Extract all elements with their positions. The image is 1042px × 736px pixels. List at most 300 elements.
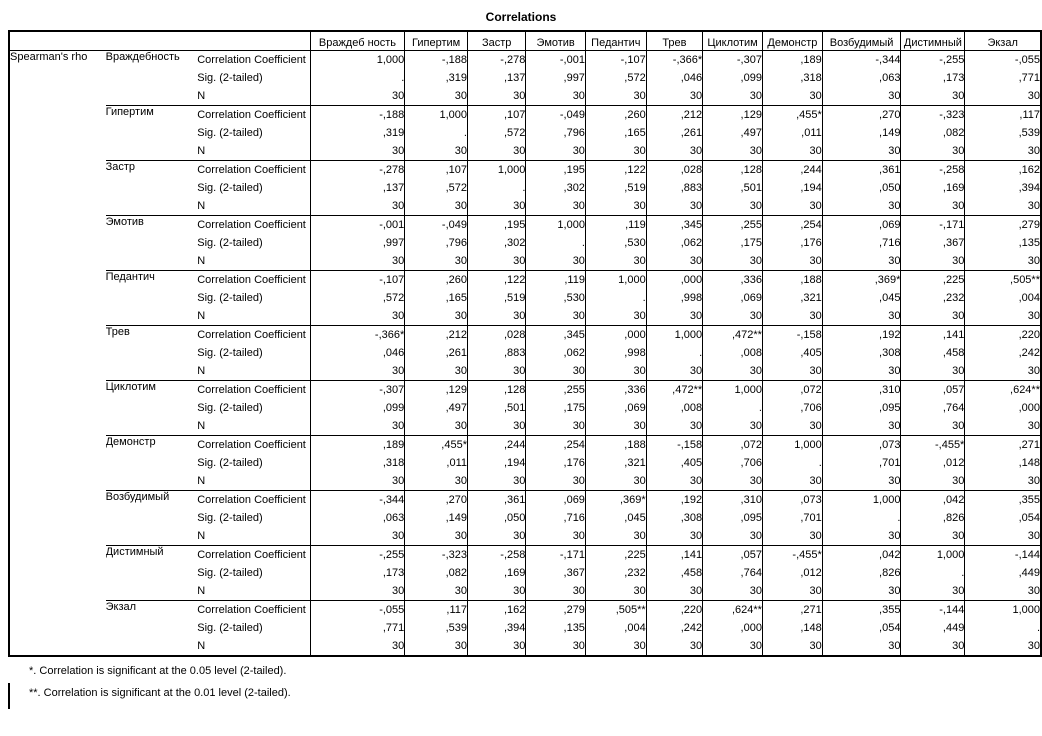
corr-cell: ,355 bbox=[965, 491, 1041, 510]
n-cell: 30 bbox=[703, 252, 763, 271]
corr-cell: ,119 bbox=[526, 271, 586, 290]
sig-cell: ,095 bbox=[822, 399, 901, 417]
n-cell: 30 bbox=[822, 637, 901, 656]
corr-cell: ,192 bbox=[822, 326, 901, 345]
corr-cell: -,366* bbox=[646, 51, 702, 70]
sig-cell: ,458 bbox=[646, 564, 702, 582]
stat-label: Correlation Coefficient bbox=[197, 601, 310, 620]
corr-cell: -,344 bbox=[822, 51, 901, 70]
n-cell: 30 bbox=[762, 417, 822, 436]
sig-cell: . bbox=[467, 179, 525, 197]
n-cell: 30 bbox=[585, 637, 646, 656]
n-cell: 30 bbox=[646, 582, 702, 601]
var-label-3: Эмотив bbox=[106, 216, 198, 271]
corr-cell: ,270 bbox=[822, 106, 901, 125]
sig-cell: ,997 bbox=[526, 69, 586, 87]
sig-cell: ,173 bbox=[901, 69, 965, 87]
correlations-table[interactable] bbox=[8, 30, 1042, 657]
n-cell: 30 bbox=[585, 582, 646, 601]
corr-cell: ,129 bbox=[405, 381, 468, 400]
corr-cell: -,307 bbox=[703, 51, 763, 70]
footnote-001-row bbox=[29, 685, 1042, 707]
n-cell: 30 bbox=[310, 197, 405, 216]
sig-cell: . bbox=[585, 289, 646, 307]
sig-cell: ,046 bbox=[646, 69, 702, 87]
corr-cell: ,624** bbox=[703, 601, 763, 620]
n-cell: 30 bbox=[965, 252, 1041, 271]
corr-cell: ,472** bbox=[703, 326, 763, 345]
sig-cell: . bbox=[965, 619, 1041, 637]
corr-cell: -,055 bbox=[965, 51, 1041, 70]
sig-cell: ,519 bbox=[585, 179, 646, 197]
sig-cell: ,394 bbox=[965, 179, 1041, 197]
n-cell: 30 bbox=[965, 417, 1041, 436]
col-header-8: Возбудимый bbox=[822, 31, 901, 51]
var-label-8: Возбудимый bbox=[106, 491, 198, 546]
sig-cell: ,319 bbox=[405, 69, 468, 87]
stat-label: N bbox=[197, 89, 206, 102]
corr-cell: ,225 bbox=[585, 546, 646, 565]
sig-cell: ,176 bbox=[762, 234, 822, 252]
sig-cell: ,063 bbox=[310, 509, 405, 527]
n-cell: 30 bbox=[901, 362, 965, 381]
n-cell: 30 bbox=[822, 582, 901, 601]
corr-cell: ,244 bbox=[467, 436, 525, 455]
corr-cell: ,455* bbox=[405, 436, 468, 455]
n-cell: 30 bbox=[965, 307, 1041, 326]
n-cell: 30 bbox=[467, 87, 525, 106]
corr-cell: ,254 bbox=[526, 436, 586, 455]
sig-cell: ,261 bbox=[646, 124, 702, 142]
corr-cell: 1,000 bbox=[901, 546, 965, 565]
table-row bbox=[9, 491, 1041, 510]
corr-cell: ,260 bbox=[405, 271, 468, 290]
sig-cell: ,998 bbox=[646, 289, 702, 307]
var-label-6: Циклотим bbox=[106, 381, 198, 436]
n-cell: 30 bbox=[310, 252, 405, 271]
n-cell: 30 bbox=[585, 362, 646, 381]
corr-cell: ,042 bbox=[901, 491, 965, 510]
corr-cell: ,345 bbox=[526, 326, 586, 345]
stat-label: N bbox=[197, 199, 206, 212]
corr-cell: ,310 bbox=[822, 381, 901, 400]
corr-cell: -,188 bbox=[405, 51, 468, 70]
n-cell: 30 bbox=[646, 472, 702, 491]
corr-cell: -,158 bbox=[646, 436, 702, 455]
n-cell: 30 bbox=[762, 527, 822, 546]
sig-cell: ,998 bbox=[585, 344, 646, 362]
col-header-7: Демонстр bbox=[762, 31, 822, 51]
sig-cell: ,318 bbox=[762, 69, 822, 87]
n-cell: 30 bbox=[965, 362, 1041, 381]
n-cell: 30 bbox=[901, 252, 965, 271]
sig-cell: ,194 bbox=[762, 179, 822, 197]
sig-cell: ,050 bbox=[467, 509, 525, 527]
sig-cell: ,394 bbox=[467, 619, 525, 637]
n-cell: 30 bbox=[585, 472, 646, 491]
corr-cell: -,323 bbox=[405, 546, 468, 565]
sig-cell: ,501 bbox=[467, 399, 525, 417]
corr-cell: -,255 bbox=[310, 546, 405, 565]
corr-cell: ,189 bbox=[310, 436, 405, 455]
sig-cell: ,716 bbox=[526, 509, 586, 527]
n-cell: 30 bbox=[310, 527, 405, 546]
n-cell: 30 bbox=[526, 527, 586, 546]
corr-cell: ,028 bbox=[467, 326, 525, 345]
sig-cell: ,008 bbox=[646, 399, 702, 417]
corr-cell: ,260 bbox=[585, 106, 646, 125]
n-cell: 30 bbox=[965, 472, 1041, 491]
sig-cell: . bbox=[405, 124, 468, 142]
n-cell: 30 bbox=[703, 142, 763, 161]
corr-cell: -,455* bbox=[762, 546, 822, 565]
sig-cell: ,069 bbox=[703, 289, 763, 307]
sig-cell: ,572 bbox=[467, 124, 525, 142]
n-cell: 30 bbox=[822, 362, 901, 381]
n-cell: 30 bbox=[762, 87, 822, 106]
sig-cell: ,497 bbox=[703, 124, 763, 142]
sig-cell: ,063 bbox=[822, 69, 901, 87]
corr-cell: ,128 bbox=[467, 381, 525, 400]
corr-cell: 1,000 bbox=[822, 491, 901, 510]
corr-cell: -,049 bbox=[405, 216, 468, 235]
corr-cell: ,505** bbox=[585, 601, 646, 620]
n-cell: 30 bbox=[901, 197, 965, 216]
corr-cell: ,195 bbox=[526, 161, 586, 180]
sig-cell: ,572 bbox=[310, 289, 405, 307]
corr-cell: ,188 bbox=[762, 271, 822, 290]
sig-cell: . bbox=[762, 454, 822, 472]
corr-cell: ,212 bbox=[405, 326, 468, 345]
sig-cell: ,308 bbox=[822, 344, 901, 362]
col-header-1: Гипертим bbox=[405, 31, 468, 51]
var-label-1: Гипертим bbox=[106, 106, 198, 161]
stat-label: N bbox=[197, 474, 206, 487]
n-cell: 30 bbox=[585, 87, 646, 106]
n-cell: 30 bbox=[901, 637, 965, 656]
corr-cell: ,162 bbox=[965, 161, 1041, 180]
corr-cell: ,107 bbox=[467, 106, 525, 125]
n-cell: 30 bbox=[965, 527, 1041, 546]
sig-cell: ,232 bbox=[585, 564, 646, 582]
n-cell: 30 bbox=[405, 307, 468, 326]
corr-cell: ,129 bbox=[703, 106, 763, 125]
n-cell: 30 bbox=[703, 362, 763, 381]
sig-cell: ,530 bbox=[585, 234, 646, 252]
col-header-9: Дистимный bbox=[901, 31, 965, 51]
n-cell: 30 bbox=[646, 417, 702, 436]
stat-label: Correlation Coefficient bbox=[197, 546, 310, 565]
corr-cell: ,119 bbox=[585, 216, 646, 235]
sig-cell: ,318 bbox=[310, 454, 405, 472]
sig-cell: ,000 bbox=[703, 619, 763, 637]
n-cell: 30 bbox=[467, 472, 525, 491]
footnote-005: *. Correlation is significant at the 0.05 level (2-tailed). bbox=[29, 665, 287, 677]
sig-cell: ,169 bbox=[467, 564, 525, 582]
sig-cell: ,701 bbox=[822, 454, 901, 472]
sig-cell: ,319 bbox=[310, 124, 405, 142]
table-row bbox=[9, 601, 1041, 620]
stat-label: Sig. (2-tailed) bbox=[197, 126, 263, 139]
sig-cell: ,764 bbox=[703, 564, 763, 582]
corr-cell: ,472** bbox=[646, 381, 702, 400]
sig-cell: ,046 bbox=[310, 344, 405, 362]
col-header-3: Эмотив bbox=[526, 31, 586, 51]
corr-cell: ,345 bbox=[646, 216, 702, 235]
corr-cell: -,255 bbox=[901, 51, 965, 70]
n-cell: 30 bbox=[585, 307, 646, 326]
n-cell: 30 bbox=[822, 87, 901, 106]
corr-cell: ,122 bbox=[585, 161, 646, 180]
n-cell: 30 bbox=[762, 637, 822, 656]
n-cell: 30 bbox=[762, 307, 822, 326]
sig-cell: ,530 bbox=[526, 289, 586, 307]
n-cell: 30 bbox=[405, 637, 468, 656]
stat-label: N bbox=[197, 529, 206, 542]
n-cell: 30 bbox=[310, 637, 405, 656]
corr-cell: -,344 bbox=[310, 491, 405, 510]
header-row bbox=[9, 31, 1041, 51]
corr-cell: ,195 bbox=[467, 216, 525, 235]
sig-cell: ,449 bbox=[965, 564, 1041, 582]
corr-cell: -,188 bbox=[310, 106, 405, 125]
stat-label: Sig. (2-tailed) bbox=[197, 346, 263, 359]
n-cell: 30 bbox=[310, 472, 405, 491]
sig-cell: . bbox=[526, 234, 586, 252]
sig-cell: ,242 bbox=[646, 619, 702, 637]
sig-cell: ,194 bbox=[467, 454, 525, 472]
var-label-7: Демонстр bbox=[106, 436, 198, 491]
sig-cell: ,302 bbox=[467, 234, 525, 252]
sig-cell: ,367 bbox=[526, 564, 586, 582]
corr-cell: ,069 bbox=[526, 491, 586, 510]
corr-cell: ,117 bbox=[405, 601, 468, 620]
n-cell: 30 bbox=[585, 142, 646, 161]
sig-cell: ,095 bbox=[703, 509, 763, 527]
n-cell: 30 bbox=[405, 417, 468, 436]
corr-cell: ,117 bbox=[965, 106, 1041, 125]
n-cell: 30 bbox=[310, 142, 405, 161]
sig-cell: ,004 bbox=[585, 619, 646, 637]
n-cell: 30 bbox=[646, 527, 702, 546]
n-cell: 30 bbox=[467, 362, 525, 381]
var-label-9: Дистимный bbox=[106, 546, 198, 601]
sig-cell: ,000 bbox=[965, 399, 1041, 417]
sig-cell: ,082 bbox=[405, 564, 468, 582]
n-cell: 30 bbox=[703, 472, 763, 491]
corr-cell: ,162 bbox=[467, 601, 525, 620]
corr-cell: -,158 bbox=[762, 326, 822, 345]
corr-cell: ,336 bbox=[585, 381, 646, 400]
n-cell: 30 bbox=[526, 87, 586, 106]
n-cell: 30 bbox=[965, 142, 1041, 161]
stat-label: Sig. (2-tailed) bbox=[197, 291, 263, 304]
corr-cell: ,279 bbox=[965, 216, 1041, 235]
sig-cell: ,883 bbox=[646, 179, 702, 197]
sig-cell: ,501 bbox=[703, 179, 763, 197]
col-header-6: Циклотим bbox=[703, 31, 763, 51]
n-cell: 30 bbox=[965, 637, 1041, 656]
col-header-0: Враждеб ность bbox=[310, 31, 405, 51]
table-row bbox=[9, 271, 1041, 290]
sig-cell: ,137 bbox=[467, 69, 525, 87]
sig-cell: ,011 bbox=[405, 454, 468, 472]
sig-cell: ,148 bbox=[965, 454, 1041, 472]
sig-cell: ,062 bbox=[646, 234, 702, 252]
stat-label: N bbox=[197, 144, 206, 157]
corr-cell: -,171 bbox=[901, 216, 965, 235]
sig-cell: ,539 bbox=[405, 619, 468, 637]
sig-cell: ,165 bbox=[405, 289, 468, 307]
sig-cell: ,004 bbox=[965, 289, 1041, 307]
n-cell: 30 bbox=[762, 472, 822, 491]
corr-cell: 1,000 bbox=[526, 216, 586, 235]
stat-label: N bbox=[197, 584, 206, 597]
sig-cell: ,716 bbox=[822, 234, 901, 252]
sig-cell: ,367 bbox=[901, 234, 965, 252]
corr-cell: ,505** bbox=[965, 271, 1041, 290]
sig-cell: ,232 bbox=[901, 289, 965, 307]
stat-label: Correlation Coefficient bbox=[197, 381, 310, 400]
table-row bbox=[9, 216, 1041, 235]
stat-label: Sig. (2-tailed) bbox=[197, 566, 263, 579]
corr-cell: -,171 bbox=[526, 546, 586, 565]
n-cell: 30 bbox=[901, 142, 965, 161]
sig-cell: ,135 bbox=[526, 619, 586, 637]
n-cell: 30 bbox=[526, 637, 586, 656]
corr-cell: -,107 bbox=[585, 51, 646, 70]
n-cell: 30 bbox=[703, 417, 763, 436]
n-cell: 30 bbox=[405, 362, 468, 381]
n-cell: 30 bbox=[526, 582, 586, 601]
corr-cell: ,220 bbox=[965, 326, 1041, 345]
sig-cell: ,706 bbox=[703, 454, 763, 472]
n-cell: 30 bbox=[310, 417, 405, 436]
n-cell: 30 bbox=[646, 637, 702, 656]
n-cell: 30 bbox=[965, 197, 1041, 216]
corr-cell: ,271 bbox=[762, 601, 822, 620]
n-cell: 30 bbox=[901, 527, 965, 546]
stat-label: Sig. (2-tailed) bbox=[197, 181, 263, 194]
sig-cell: . bbox=[822, 509, 901, 527]
sig-cell: ,149 bbox=[822, 124, 901, 142]
corr-cell: -,144 bbox=[965, 546, 1041, 565]
corr-cell: ,000 bbox=[646, 271, 702, 290]
sig-cell: ,050 bbox=[822, 179, 901, 197]
n-cell: 30 bbox=[822, 142, 901, 161]
n-cell: 30 bbox=[526, 197, 586, 216]
sig-cell: . bbox=[901, 564, 965, 582]
n-cell: 30 bbox=[526, 362, 586, 381]
stat-label: Sig. (2-tailed) bbox=[197, 236, 263, 249]
n-cell: 30 bbox=[467, 197, 525, 216]
n-cell: 30 bbox=[762, 582, 822, 601]
stat-label: Correlation Coefficient bbox=[197, 106, 310, 125]
corr-cell: ,254 bbox=[762, 216, 822, 235]
n-cell: 30 bbox=[526, 417, 586, 436]
n-cell: 30 bbox=[703, 87, 763, 106]
stat-label: N bbox=[197, 364, 206, 377]
corr-cell: -,307 bbox=[310, 381, 405, 400]
sig-cell: ,826 bbox=[901, 509, 965, 527]
sig-cell: ,069 bbox=[585, 399, 646, 417]
corr-cell: -,144 bbox=[901, 601, 965, 620]
corr-cell: ,000 bbox=[585, 326, 646, 345]
n-cell: 30 bbox=[585, 252, 646, 271]
corr-cell: -,258 bbox=[467, 546, 525, 565]
sig-cell: ,997 bbox=[310, 234, 405, 252]
n-cell: 30 bbox=[703, 307, 763, 326]
sig-cell: ,764 bbox=[901, 399, 965, 417]
n-cell: 30 bbox=[467, 252, 525, 271]
n-cell: 30 bbox=[585, 417, 646, 436]
n-cell: 30 bbox=[467, 637, 525, 656]
corr-cell: ,361 bbox=[467, 491, 525, 510]
corr-cell: ,212 bbox=[646, 106, 702, 125]
stat-label: N bbox=[197, 309, 206, 322]
n-cell: 30 bbox=[762, 252, 822, 271]
corr-cell: ,073 bbox=[762, 491, 822, 510]
stat-label: Correlation Coefficient bbox=[197, 491, 310, 510]
stat-label: Correlation Coefficient bbox=[197, 436, 310, 455]
corr-cell: 1,000 bbox=[646, 326, 702, 345]
n-cell: 30 bbox=[703, 637, 763, 656]
sig-cell: ,135 bbox=[965, 234, 1041, 252]
sig-cell: ,012 bbox=[901, 454, 965, 472]
n-cell: 30 bbox=[703, 527, 763, 546]
corr-cell: ,028 bbox=[646, 161, 702, 180]
stat-label: N bbox=[197, 419, 206, 432]
n-cell: 30 bbox=[405, 252, 468, 271]
sig-cell: ,572 bbox=[585, 69, 646, 87]
table-row bbox=[9, 51, 1041, 70]
sig-cell: ,519 bbox=[467, 289, 525, 307]
n-cell: 30 bbox=[901, 472, 965, 491]
table-row bbox=[9, 326, 1041, 345]
corr-cell: ,255 bbox=[703, 216, 763, 235]
corr-cell: ,141 bbox=[901, 326, 965, 345]
sig-cell: ,302 bbox=[526, 179, 586, 197]
var-label-0: Враждебность bbox=[106, 51, 198, 106]
stat-label: Sig. (2-tailed) bbox=[197, 71, 263, 84]
corr-cell: ,073 bbox=[822, 436, 901, 455]
corr-cell: -,055 bbox=[310, 601, 405, 620]
corr-cell: 1,000 bbox=[762, 436, 822, 455]
var-label-5: Трев bbox=[106, 326, 198, 381]
n-cell: 30 bbox=[467, 527, 525, 546]
table-row bbox=[9, 436, 1041, 455]
sig-cell: ,572 bbox=[405, 179, 468, 197]
sig-cell: ,706 bbox=[762, 399, 822, 417]
sig-cell: ,175 bbox=[703, 234, 763, 252]
n-cell: 30 bbox=[526, 307, 586, 326]
sig-cell: ,165 bbox=[585, 124, 646, 142]
n-cell: 30 bbox=[467, 582, 525, 601]
sig-cell: ,045 bbox=[822, 289, 901, 307]
table-row bbox=[9, 381, 1041, 400]
n-cell: 30 bbox=[822, 417, 901, 436]
corr-cell: -,001 bbox=[310, 216, 405, 235]
corr-cell: ,455* bbox=[762, 106, 822, 125]
n-cell: 30 bbox=[646, 252, 702, 271]
corr-cell: ,141 bbox=[646, 546, 702, 565]
sig-cell: ,175 bbox=[526, 399, 586, 417]
sig-cell: ,458 bbox=[901, 344, 965, 362]
sig-cell: . bbox=[310, 69, 405, 87]
n-cell: 30 bbox=[310, 87, 405, 106]
corr-cell: ,042 bbox=[822, 546, 901, 565]
sig-cell: ,148 bbox=[762, 619, 822, 637]
